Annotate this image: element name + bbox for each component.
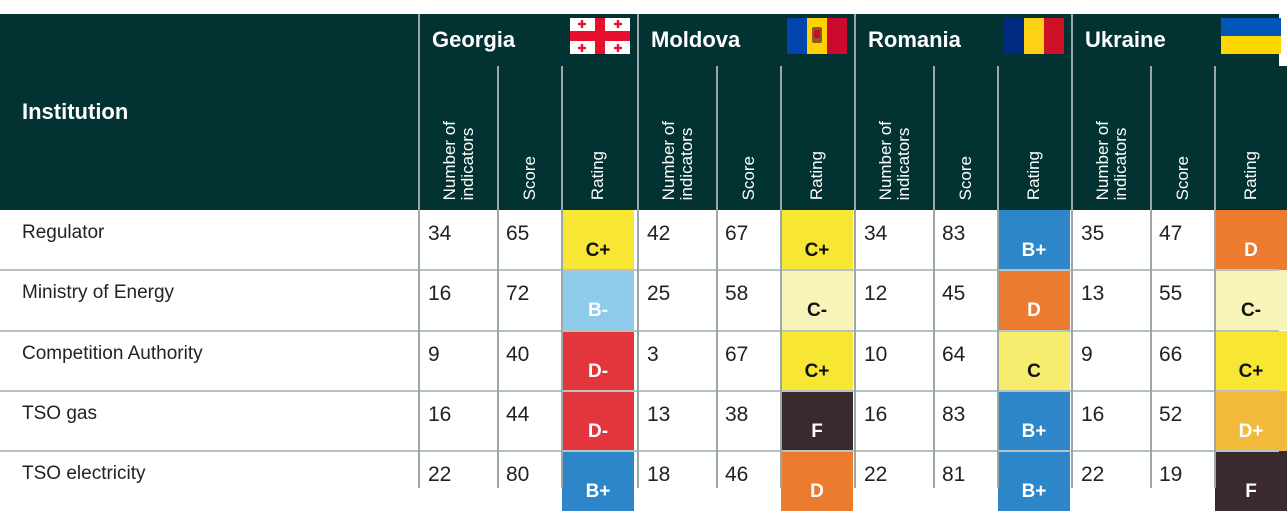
indicators-count-header (1073, 66, 1151, 210)
indicators-count-cell: 16 (420, 391, 498, 451)
ukraine-flag-icon (1220, 18, 1282, 52)
indicators-count-cell: 35 (1073, 210, 1151, 270)
rating-badge: B+ (998, 210, 1070, 270)
group-divider (637, 14, 639, 488)
rating-badge: B- (562, 270, 634, 330)
sub-header-label: Rating (1241, 150, 1260, 200)
rating-badge: C- (781, 270, 853, 330)
score-cell: 83 (934, 210, 998, 270)
indicators-count-cell: 34 (856, 210, 934, 270)
indicators-count-cell: 16 (1073, 391, 1151, 451)
sub-header-label: Score (520, 155, 539, 200)
score-cell: 64 (934, 331, 998, 391)
sub-header-label: Rating (807, 150, 826, 200)
rating-badge: F (1215, 451, 1287, 511)
country-header-romania: Romania (856, 14, 1073, 66)
indicators-count-cell: 34 (420, 210, 498, 270)
indicators-count-header (639, 66, 717, 210)
institution-name: TSO gas (22, 403, 97, 424)
column-divider (997, 66, 999, 488)
institution-name: Regulator (22, 222, 105, 243)
sub-header-label: Score (1173, 155, 1192, 200)
rating-header (781, 66, 853, 210)
rating-badge: C+ (1215, 331, 1287, 391)
rating-header (998, 66, 1070, 210)
institution-name: TSO electricity (22, 463, 146, 484)
row-divider (0, 269, 1279, 271)
country-header-ukraine: Ukraine (1073, 14, 1279, 66)
rating-header (562, 66, 634, 210)
group-divider (418, 14, 420, 488)
indicators-count-cell: 10 (856, 331, 934, 391)
rating-badge: C+ (781, 210, 853, 270)
score-cell: 80 (498, 451, 562, 511)
score-cell: 46 (717, 451, 781, 511)
column-divider (716, 66, 718, 488)
score-cell: 52 (1151, 391, 1215, 451)
score-cell: 44 (498, 391, 562, 451)
rating-badge: D- (562, 331, 634, 391)
sub-header-label: Rating (1024, 150, 1043, 200)
score-header (1151, 66, 1215, 210)
rating-header (1215, 66, 1287, 210)
column-divider (933, 66, 935, 488)
institution-header: Institution (0, 14, 420, 210)
column-divider (780, 66, 782, 488)
indicators-count-cell: 22 (420, 451, 498, 511)
rating-badge: C+ (781, 331, 853, 391)
indicators-count-header (856, 66, 934, 210)
rating-badge: D- (562, 391, 634, 451)
column-divider (1150, 66, 1152, 488)
score-cell: 81 (934, 451, 998, 511)
indicators-count-cell: 13 (639, 391, 717, 451)
column-divider (1214, 66, 1216, 488)
rating-badge: B+ (998, 391, 1070, 451)
moldova-flag-icon (786, 18, 848, 52)
score-cell: 47 (1151, 210, 1215, 270)
indicators-count-cell: 16 (420, 270, 498, 330)
institution-name: Competition Authority (22, 343, 203, 364)
indicators-count-cell: 22 (1073, 451, 1151, 511)
score-cell: 83 (934, 391, 998, 451)
rating-badge: D (781, 451, 853, 511)
sub-header-label: Rating (588, 150, 607, 200)
column-divider (497, 66, 499, 488)
institution-name: Ministry of Energy (22, 282, 175, 303)
georgia-flag-icon (569, 18, 631, 52)
rating-badge: B+ (998, 451, 1070, 511)
rating-badge: C- (1215, 270, 1287, 330)
score-cell: 38 (717, 391, 781, 451)
score-cell: 67 (717, 210, 781, 270)
sub-header-label: Number of indicators (1093, 120, 1130, 200)
score-cell: 55 (1151, 270, 1215, 330)
indicators-count-cell: 9 (1073, 331, 1151, 391)
group-divider (854, 14, 856, 488)
indicators-count-cell: 16 (856, 391, 934, 451)
rating-badge: C+ (562, 210, 634, 270)
indicators-count-cell: 25 (639, 270, 717, 330)
indicators-count-header (420, 66, 498, 210)
sub-header-label: Number of indicators (659, 120, 696, 200)
rating-badge: D (1215, 210, 1287, 270)
row-divider (0, 390, 1279, 392)
row-divider (0, 330, 1279, 332)
sub-header-label: Score (956, 155, 975, 200)
sub-header-label: Number of indicators (876, 120, 913, 200)
score-header (717, 66, 781, 210)
sub-header-label: Number of indicators (440, 120, 477, 200)
score-header (498, 66, 562, 210)
romania-flag-icon (1003, 18, 1065, 52)
score-header (934, 66, 998, 210)
country-header-moldova: Moldova (639, 14, 856, 66)
score-cell: 67 (717, 331, 781, 391)
score-cell: 72 (498, 270, 562, 330)
indicators-count-cell: 22 (856, 451, 934, 511)
score-cell: 65 (498, 210, 562, 270)
rating-badge: C (998, 331, 1070, 391)
rating-badge: D+ (1215, 391, 1287, 451)
indicators-count-cell: 13 (1073, 270, 1151, 330)
group-divider (1071, 14, 1073, 488)
indicators-count-cell: 12 (856, 270, 934, 330)
score-cell: 58 (717, 270, 781, 330)
row-divider (0, 450, 1279, 452)
score-cell: 45 (934, 270, 998, 330)
score-cell: 40 (498, 331, 562, 391)
indicators-count-cell: 42 (639, 210, 717, 270)
indicators-count-cell: 9 (420, 331, 498, 391)
column-divider (561, 66, 563, 488)
score-cell: 19 (1151, 451, 1215, 511)
indicators-count-cell: 3 (639, 331, 717, 391)
rating-badge: B+ (562, 451, 634, 511)
rating-badge: F (781, 391, 853, 451)
indicators-count-cell: 18 (639, 451, 717, 511)
score-cell: 66 (1151, 331, 1215, 391)
country-header-georgia: Georgia (420, 14, 639, 66)
rating-badge: D (998, 270, 1070, 330)
sub-header-label: Score (739, 155, 758, 200)
